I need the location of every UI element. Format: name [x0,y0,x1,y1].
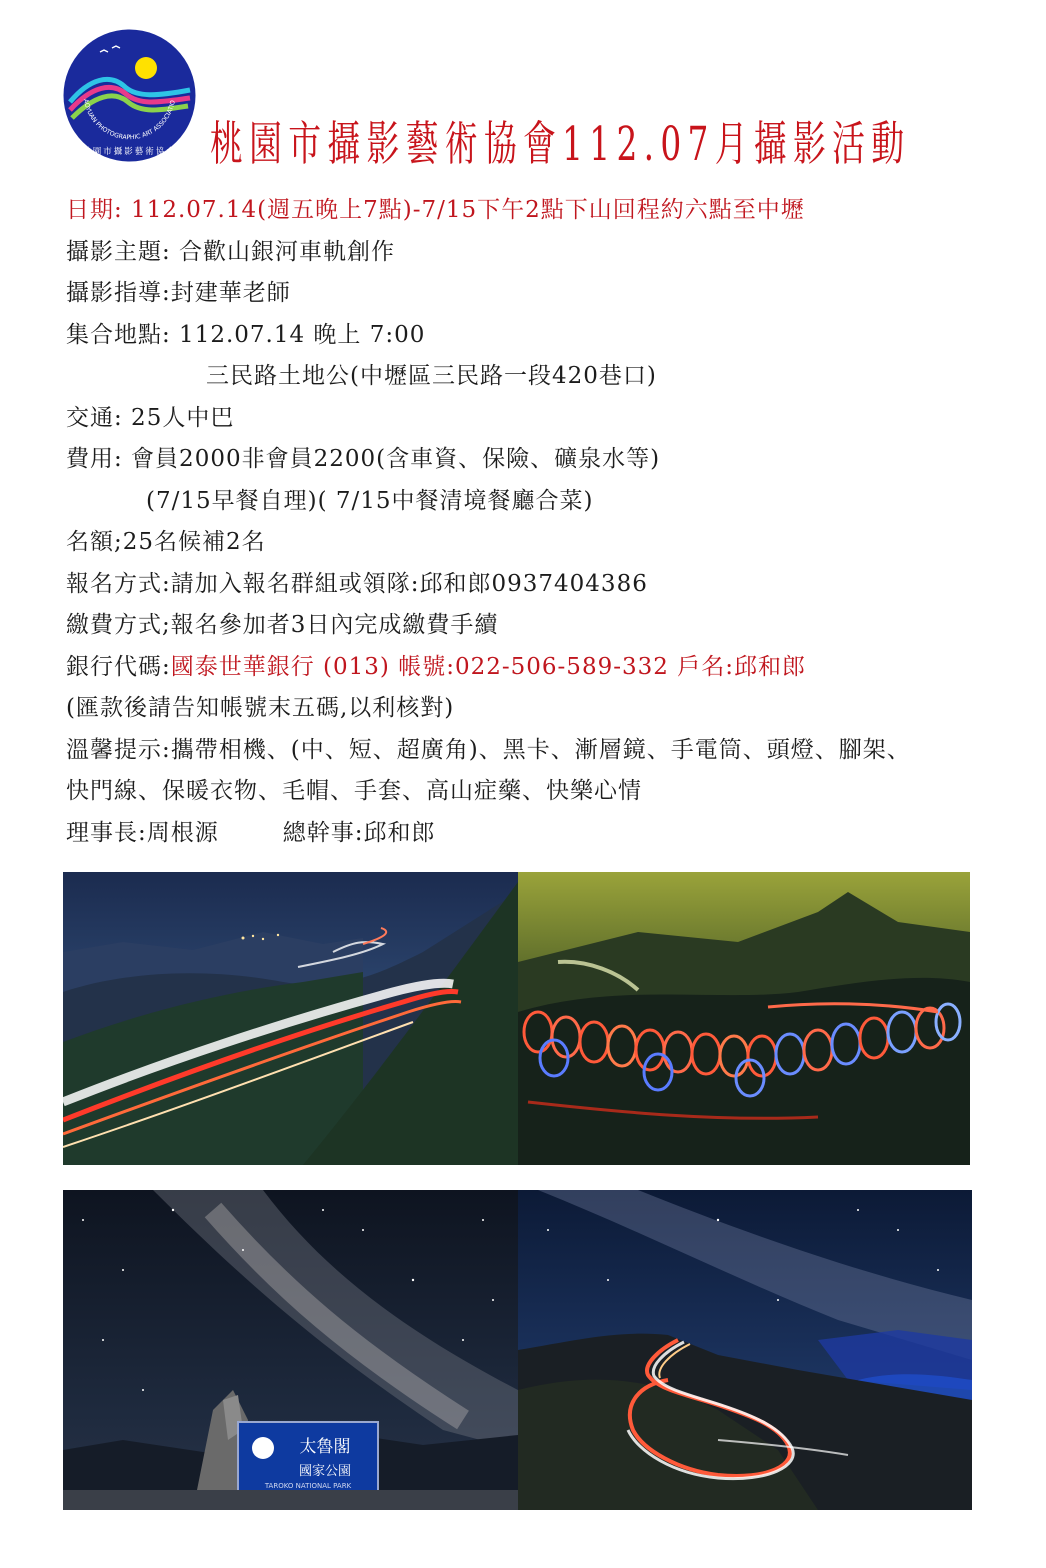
association-logo [62,28,197,163]
sign-line-1: 太魯閣 [299,1437,351,1457]
date-line: 日期: 112.07.14(週五晚上7點)-7/15下午2點下山回程約六點至中壢 [66,197,805,223]
sign-english: TAROKO NATIONAL PARK [264,1482,352,1490]
photo-milky-way-road [518,1190,972,1510]
sign-line-2: 國家公園 [298,1464,352,1479]
signup-line: 報名方式:請加入報名群組或領隊:邱和郎0937404386 [66,570,648,597]
event-info [66,190,1036,854]
fee-note-line: (7/15早餐自理)( 7/15中餐清境餐廳合菜) [146,487,594,514]
chairman-text: 理事長:周根源 [66,819,219,846]
fee-line: 費用: 會員2000非會員2200(含車資、保險、礦泉水等) [66,446,661,472]
page-title: 桃園市攝影藝術協會112.07月攝影活動 [210,117,911,172]
logo-english-text: AOYUAN PHOTOGRAPHIC ART ASSOCIATIO [81,98,177,142]
meeting-place-line: 三民路土地公(中壢區三民路一段420巷口) [206,363,657,389]
quota-line: 名額;25名候補2名 [66,529,266,555]
secretary-text: 總幹事:邱和郎 [282,819,436,846]
photo-milky-way-sign [63,1190,518,1510]
payment-line: 繳費方式;報名參加者3日內完成繳費手續 [66,612,499,638]
bank-label: 銀行代碼: [66,653,171,680]
signature-line [66,813,1036,855]
transport-line: 交通: 25人中巴 [66,404,235,431]
remit-note-line: (匯款後請告知帳號末五碼,以利核對) [66,695,455,721]
logo-chinese-text: 桃園市攝影藝術協會 [82,147,177,157]
bank-line [66,647,1036,689]
meeting-line: 集合地點: 112.07.14 晚上 7:00 [66,321,426,348]
photo-road-light-trails [63,872,518,1165]
tips-line-1: 溫馨提示:攜帶相機、(中、短、超廣角)、黑卡、漸層鏡、手電筒、頭燈、腳架、 [66,736,911,763]
photo-light-painting [518,872,970,1165]
instructor-line: 攝影指導:封建華老師 [66,280,291,306]
tips-line-2: 快門線、保暖衣物、毛帽、手套、高山症藥、快樂心情 [66,778,642,804]
theme-line: 攝影主題: 合歡山銀河車軌創作 [66,238,396,265]
bank-account: 國泰世華銀行 (013) 帳號:022-506-589-332 戶名:邱和郎 [170,653,806,680]
